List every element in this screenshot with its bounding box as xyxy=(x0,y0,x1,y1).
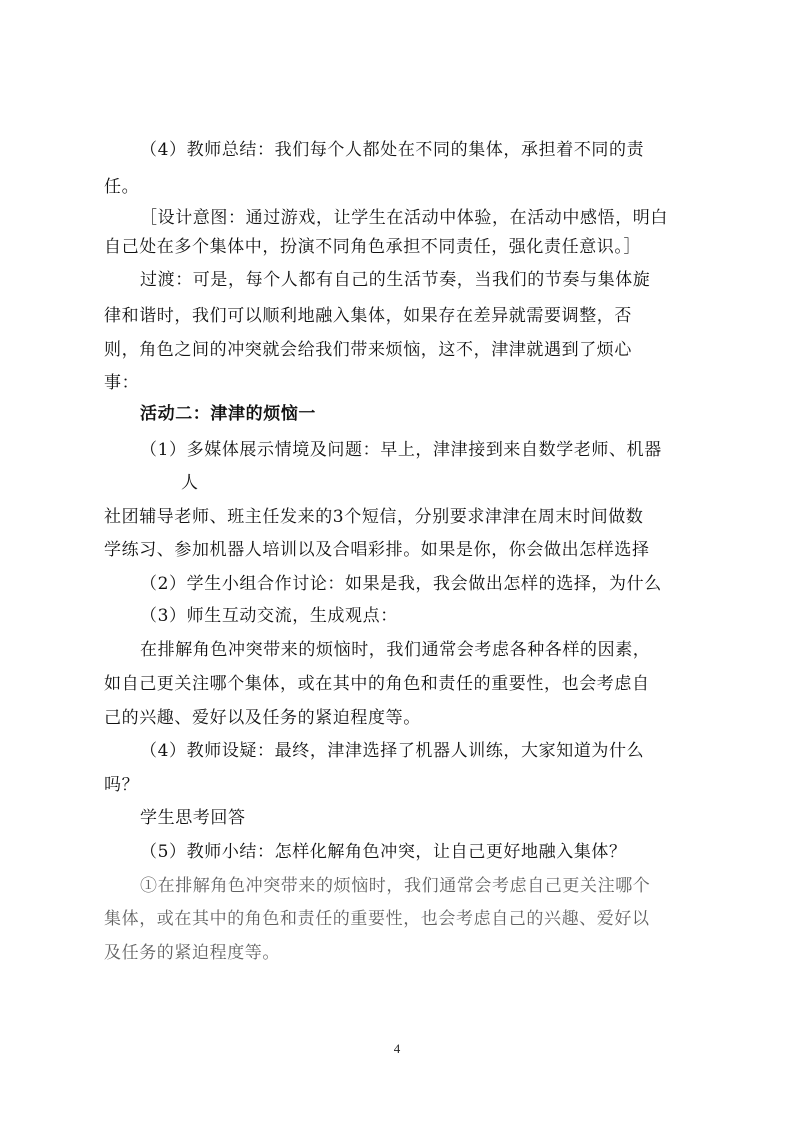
text-line: 在排解角色冲突带来的烦恼时，我们通常会考虑各种各样的因素， xyxy=(140,640,651,660)
text-line: （5）教师小结：怎样化解角色冲突，让自己更好地融入集体？ xyxy=(140,842,627,862)
design-intent-line: 自己处在多个集体中，扮演不同角色承担不同责任，强化责任意识。］ xyxy=(104,237,642,257)
transition-line: 事： xyxy=(104,373,140,393)
text-line: 任。 xyxy=(104,177,140,197)
text-line: 己的兴趣、爱好以及任务的紧迫程度等。 xyxy=(104,708,421,728)
text-line: 社团辅导老师、班主任发来的3个短信，分别要求津津在周末时间做数 xyxy=(104,507,644,527)
summary-point-line: 集体，或在其中的角色和责任的重要性，也会考虑自己的兴趣、爱好以 xyxy=(104,909,650,929)
design-intent-line: ［设计意图：通过游戏，让学生在活动中体验，在活动中感悟，明白 xyxy=(140,208,668,228)
transition-line: 过渡：可是，每个人都有自己的生活节奏，当我们的节奏与集体旋 xyxy=(140,270,651,290)
page-number: 4 xyxy=(393,1041,401,1056)
activity-heading: 活动二：津津的烦恼一 xyxy=(140,404,316,424)
text-line: 学练习、参加机器人培训以及合唱彩排。如果是你，你会做出怎样选择 xyxy=(104,540,650,560)
transition-line: 则，角色之间的冲突就会给我们带来烦恼，这不，津津就遇到了烦心 xyxy=(104,340,632,360)
text-line: 吗？ xyxy=(104,775,140,795)
text-line: （1）多媒体展示情境及问题：早上，津津接到来自数学老师、机器 xyxy=(140,440,662,460)
text-line: （4）教师设疑：最终，津津选择了机器人训练，大家知道为什么 xyxy=(140,741,645,761)
text-line: （3）师生互动交流，生成观点： xyxy=(140,606,398,626)
text-line: 学生思考回答 xyxy=(140,808,246,828)
text-line-teacher-summary: （4）教师总结：我们每个人都处在不同的集体，承担着不同的责 xyxy=(140,140,645,160)
text-line: （2）学生小组合作讨论：如果是我，我会做出怎样的选择，为什么 xyxy=(140,574,662,594)
summary-point-line: ①在排解角色冲突带来的烦恼时，我们通常会考虑自己更关注哪个 xyxy=(140,876,651,896)
text-line: 人 xyxy=(181,473,199,493)
text-line: 如自己更关注哪个集体，或在其中的角色和责任的重要性，也会考虑自 xyxy=(104,674,650,694)
transition-line: 律和谐时，我们可以顺利地融入集体，如果存在差异就需要调整，否 xyxy=(104,306,632,326)
summary-point-line: 及任务的紧迫程度等。 xyxy=(104,943,280,963)
